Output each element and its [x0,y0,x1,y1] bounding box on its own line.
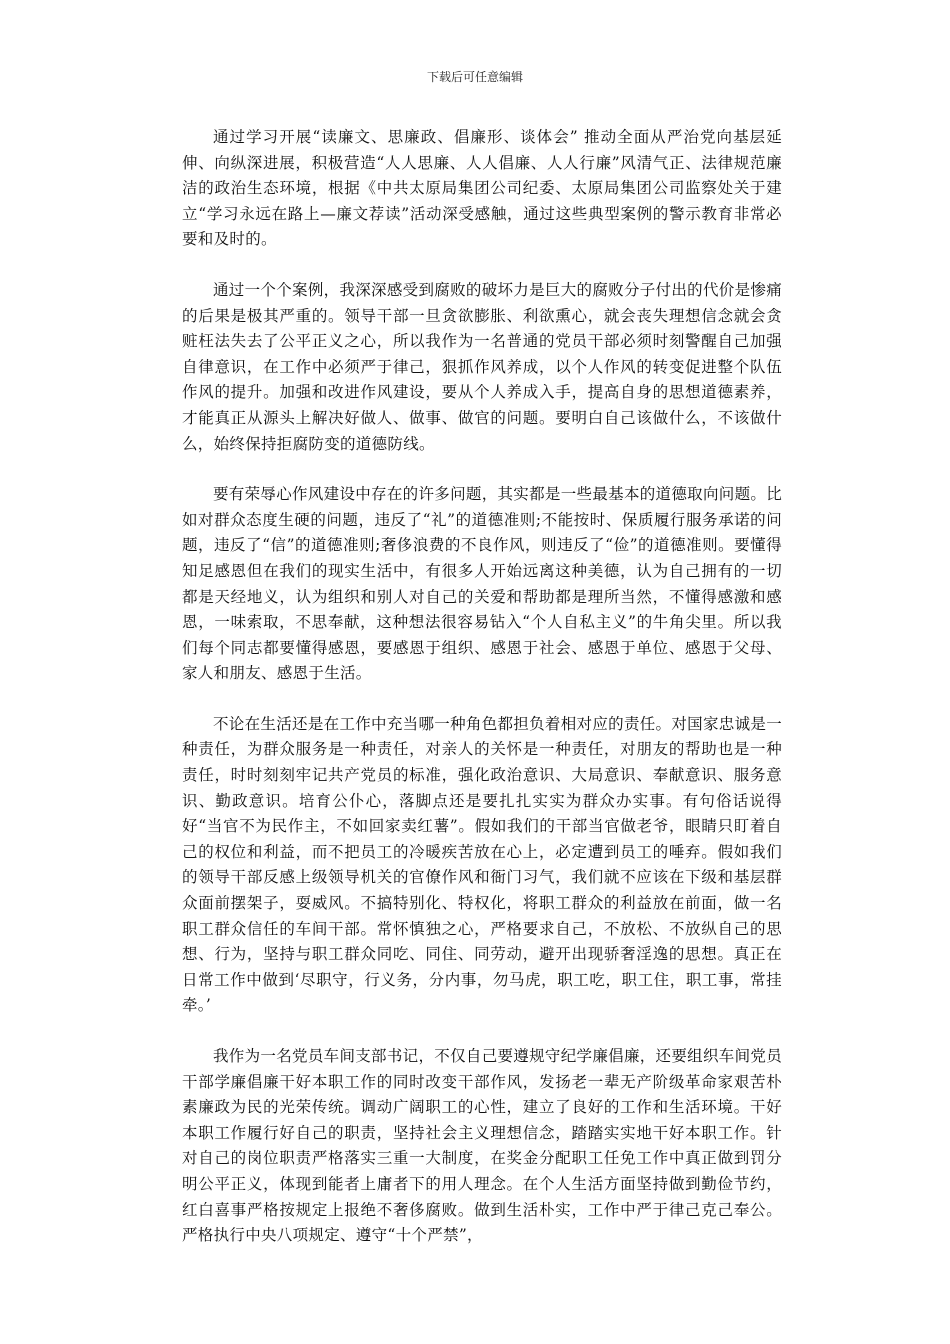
document-body [182,125,782,1274]
paragraph-1: 通过学习开展“读廉文、思廉政、倡廉形、谈体会” 推动全面从严治党向基层延伸、向纵深进展，积极营造“人人思廉、人人倡廉、人人行廉”风清气正、法律规范廉洁的政治生态环境，根据《中共太原局集团公司纪委、太原局集团公司监察处关于建立“学习永远在路上—廉文荐读”活动深受感触，通过这些典型案例的警示教育非常必要和及时的。 [182,128,782,249]
paragraph-5: 我作为一名党员车间支部书记，不仅自己要遵规守纪学廉倡廉，还要组织车间党员干部学廉倡廉干好本职工作的同时改变干部作风，发扬老一辈无产阶级革命家艰苦朴素廉政为民的光荣传统。调动广阔职工的心性，建立了良好的工作和生活环境。干好本职工作履行好自己的职责，坚持社会主义理想信念，踏踏实实地干好本职工作。针对自己的岗位职责严格落实三重一大制度，在奖金分配职工任免工作中真正做到罚分明公平正义，体现到能者上庸者下的用人理念。在个人生活方面坚持做到勤俭节约，红白喜事严格按规定上报绝不奢侈腐败。做到生活朴实，工作中严于律己克己奉公。严格执行中央八项规定、遵守“十个严禁”， [182,1047,782,1245]
page-header: 下载后可任意编辑 [426,70,523,84]
paragraph-2: 通过一个个案例，我深深感受到腐败的破坏力是巨大的腐败分子付出的代价是惨痛的后果是极其严重的。领导干部一旦贪欲膨胀、利欲熏心，就会丧失理想信念就会贪赃枉法失去了公平正义之心，所以我作为一名普通的党员干部必须时刻警醒自己加强自律意识，在工作中必须严于律己，狠抓作风养成，以个人作风的转变促进整个队伍作风的提升。加强和改进作风建设，要从个人养成入手，提高自身的思想道德素养，才能真正从源头上解决好做人、做事、做官的问题。要明白自己该做什么，不该做什么，始终保持拒腐防变的道德防线。 [182,280,782,453]
paragraph-4: 不论在生活还是在工作中充当哪一种角色都担负着相对应的责任。对国家忠诚是一种责任，为群众服务是一种责任，对亲人的关怀是一种责任，对朋友的帮助也是一种责任，时时刻刻牢记共产党员的标准，强化政治意识、大局意识、奉献意识、服务意识、勤政意识。培育公仆心，落脚点还是要扎扎实实为群众办实事。有句俗话说得好“当官不为民作主，不如回家卖红薯”。假如我们的干部当官做老爷，眼睛只盯着自己的权位和利益，而不把员工的冷暖疾苦放在心上，必定遭到员工的唾弃。假如我们的领导干部反感上级领导机关的官僚作风和衙门习气，我们就不应该在下级和基层群众面前摆架子，耍威风。不搞特别化、特权化，将职工群众的利益放在前面，做一名职工群众信任的车间干部。常怀慎独之心，严格要求自己，不放松、不放纵自己的思想、行为，坚持与职工群众同吃、同住、同劳动，避开出现骄奢淫逸的思想。真正在日常工作中做到‘尽职守，行义务，分内事，勿马虎，职工吃，职工住，职工事，常挂牵。’ [182,714,782,1015]
paragraph-3: 要有荣辱心作风建设中存在的许多问题，其实都是一些最基本的道德取向问题。比如对群众态度生硬的问题，违反了“礼”的道德准则;不能按时、保质履行服务承诺的问题，违反了“信”的道德准则;奢侈浪费的不良作风，则违反了“俭”的道德准则。要懂得知足感恩但在我们的现实生活中，有很多人开始远离这种美德，认为自己拥有的一切都是天经地义，认为组织和别人对自己的关爱和帮助都是理所当然，不懂得感激和感恩，一味索取，不思奉献，这种想法很容易钻入“个人自私主义”的牛角尖里。所以我们每个同志都要懂得感恩，要感恩于组织、感恩于社会、感恩于单位、感恩于父母、家人和朋友、感恩于生活。 [182,485,782,683]
